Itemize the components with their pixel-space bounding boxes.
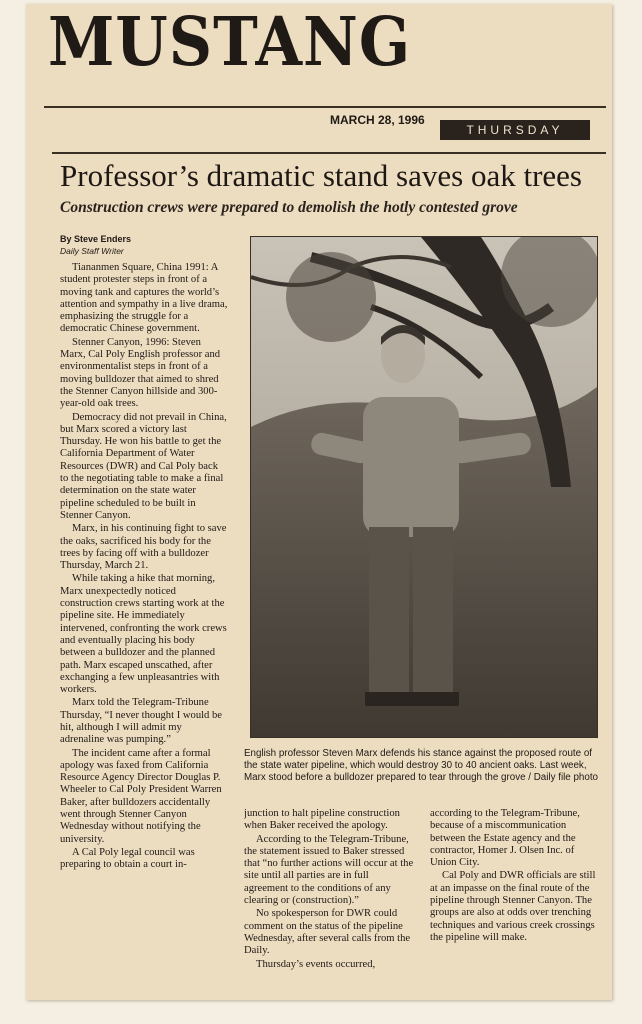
professor-photo-illustration [251, 237, 597, 737]
article-deck: Construction crews were prepared to demolish the hotly contested grove [60, 199, 518, 216]
byline: By Steve Enders [60, 234, 132, 244]
paragraph: The incident came after a formal apology was faxed from California Resource Agency Director Douglas P. Wheeler to Cal Poly President Warren Baker, after bulldozers accidentally went through Stenner Canyon Wednesday without notifying the university. [60, 747, 222, 845]
masthead-rule [44, 106, 606, 108]
article-column-3 [430, 808, 598, 993]
byline-role: Daily Staff Writer [60, 246, 124, 256]
issue-day-banner: THURSDAY [440, 120, 590, 140]
paragraph: While taking a hike that morning, Marx unexpectedly noticed construction crews starting work at the pipeline site. He immediately intervened, confronting the work crews and eventually placing his body between a bulldozer and the planned path. Marx escaped unscathed, after exchanging a few unpleasantries with workers. [60, 573, 227, 696]
article-photo [250, 236, 598, 738]
issue-date: MARCH 28, 1996 [330, 113, 425, 127]
paragraph: according to the Telegram-Tribune, because of a miscommunication between the Estate agency and the contractor, Homer J. Olsen Inc. of Union City. [430, 808, 580, 869]
paragraph: Tiananmen Square, China 1991: A student protester steps in front of a moving tank and captures the world’s attention and sympathy in a live drama, emphasizing the struggle for a democratic Chinese government. [60, 262, 228, 335]
article-column-2 [244, 808, 414, 993]
photo-caption: English professor Steven Marx defends his stance against the proposed route of the state water pipeline, which would destroy 30 to 40 ancient oaks. Last week, Marx stood before a bulldozer prepared to tear through the grove / Daily file photo [244, 748, 598, 783]
paragraph: Marx, in his continuing fight to save the oaks, sacrificed his body for the trees by facing off with a bulldozer Thursday, March 21. [60, 523, 227, 572]
article-headline: Professor’s dramatic stand saves oak trees [60, 158, 582, 193]
paragraph: Stenner Canyon, 1996: Steven Marx, Cal Poly English professor and environmentalist steps in front of a moving bulldozer that aimed to shred the Stenner Canyon hillside and 300-year-old oak trees. [60, 336, 221, 410]
paragraph: No spokesperson for DWR could comment on the status of the pipeline Wednesday, after several calls from the Daily. [244, 908, 411, 957]
paragraph: Marx told the Telegram-Tribune Thursday, “I never thought I would be hit, although I will admit my adrenaline was pumping.” [60, 697, 222, 746]
paragraph: junction to halt pipeline construction when Baker received the apology. [244, 808, 400, 832]
paragraph: According to the Telegram-Tribune, the statement issued to Baker stressed that “no further actions will occur at the site until all parties are in full agreement to the conditions of any clearing or (construction).” [244, 833, 414, 907]
article-column-1 [60, 262, 228, 992]
paragraph: A Cal Poly legal council was preparing to obtain a court in- [60, 846, 195, 871]
paragraph: Cal Poly and DWR officials are still at an impasse on the final route of the pipeline through Stenner Canyon. The groups are also at odds over trenching techniques and various creek crossings the pipeline will make. [430, 870, 596, 943]
masthead-title: MUSTANG [48, 3, 412, 82]
paragraph: Thursday’s events occurred, [256, 958, 376, 970]
headline-rule [52, 152, 606, 154]
paragraph: Democracy did not prevail in China, but Marx scored a victory last Thursday. He won his battle to get the California Department of Water Resources (DWR) and Cal Poly back to the negotiating table to make a final determination on the state water pipeline scheduled to be built in Stenner Canyon. [60, 411, 227, 521]
